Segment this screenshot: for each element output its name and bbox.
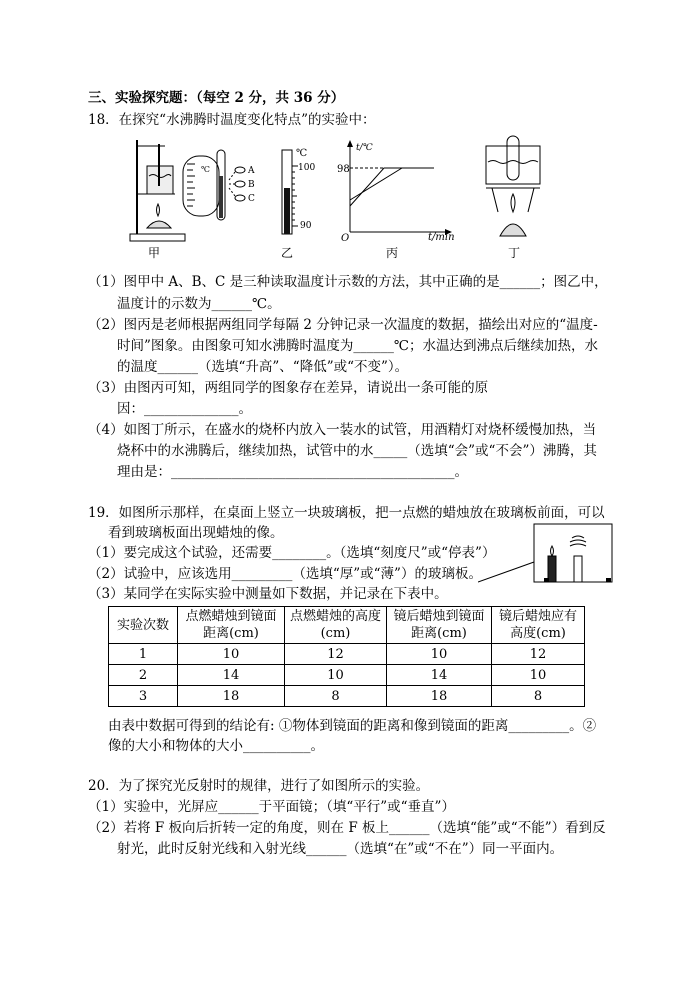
q20-p1: （1）实验中，光屏应______于平面镜；（填“平行”或“垂直”）	[88, 799, 455, 815]
figure-bing	[336, 138, 456, 242]
svg-text:℃: ℃	[201, 165, 210, 174]
q20-p2-line2: 射光，此时反射光线和入射光线______（选填“在”或“不在”）同一平面内。	[117, 841, 564, 857]
q18-p4-line2: 烧杯中的水沸腾后，继续加热，试管中的水_____（选填“会”或“不会”）沸腾，其	[117, 443, 597, 459]
label-A: A	[248, 166, 255, 176]
q18-p2-line1: （2）图丙是老师根据两组同学每隔 2 分钟记录一次温度的数据，描绘出对应的“温度-	[88, 317, 598, 333]
caption-bing: 丙	[386, 246, 399, 260]
q19-line1: 19．如图所示那样，在桌面上竖立一块玻璃板，把一点燃的蜡烛放在玻璃板前面，可以	[88, 505, 605, 521]
section-header	[88, 89, 344, 107]
table-cell: 14	[387, 665, 492, 686]
q18-p1-line2: 温度计的示数为______℃。	[117, 296, 281, 312]
label-origin: O	[341, 233, 350, 242]
q18-p4-line3: 理由是：__________________________________________。	[117, 464, 468, 480]
q18-p2-line2: 时间”图象。由图象可知水沸腾时温度为______℃；水温达到沸点后继续加热，水	[117, 338, 599, 354]
q19-data-table	[108, 606, 585, 707]
q19-conclusion-line1: 由表中数据可得到的结论有: ①物体到镜面的距离和像到镜面的距离_________。②	[108, 718, 597, 734]
table-cell: 12	[492, 644, 585, 665]
label-axis-x: t/min	[428, 232, 455, 243]
label-90: 90	[300, 221, 312, 231]
table-cell: 18	[387, 686, 492, 707]
table-header-candle-height: 点燃蜡烛的高度(cm)	[285, 607, 387, 644]
q18-p1-line1: （1）图甲中 A、B、C 是三种读取温度计示数的方法，其中正确的是______；图乙中，	[88, 274, 608, 290]
table-cell: 2	[109, 665, 178, 686]
table-cell: 10	[492, 665, 585, 686]
q19-line2: 看到玻璃板面出现蜡烛的像。	[108, 525, 284, 541]
table-header-image-distance: 镜后蜡烛到镜面距离(cm)	[387, 607, 492, 644]
q18-p4-line1: （4）如图丁所示，在盛水的烧杯内放入一装水的试管，用酒精灯对烧杯缓慢加热，当	[88, 422, 597, 438]
label-98: 98	[337, 164, 350, 175]
caption-yi: 乙	[281, 246, 294, 260]
table-cell: 12	[285, 644, 387, 665]
q19-conclusion-line2: 像的大小和物体的大小__________。	[108, 738, 324, 754]
figure-jia	[125, 136, 275, 248]
table-cell: 14	[178, 665, 285, 686]
table-cell: 8	[492, 686, 585, 707]
q18-p3-line2: 因：______________。	[117, 401, 252, 417]
q19-p3: （3）某同学在实际实验中测量如下数据，并记录在下表中。	[88, 586, 448, 602]
section-title: 三、实验探究题：	[88, 90, 196, 106]
table-cell: 10	[285, 665, 387, 686]
table-row	[109, 644, 585, 665]
table-cell: 8	[285, 686, 387, 707]
q19-p1: （1）要完成这个试验，还需要________。（选填“刻度尺”或“停表”）	[88, 545, 496, 561]
table-header-trial: 实验次数	[109, 607, 178, 644]
label-B: B	[248, 180, 255, 190]
table-row	[109, 665, 585, 686]
figure-candle-mirror	[478, 520, 628, 590]
q20-p2-line1: （2）若将 F 板向后折转一定的角度，则在 F 板上______（选填“能”或“不能”）看到反	[88, 820, 606, 836]
figure-yi	[270, 146, 320, 238]
q18-stem: 18．在探究“水沸腾时温度变化特点”的实验中：	[88, 112, 376, 128]
table-header-image-height: 镜后蜡烛应有高度(cm)	[492, 607, 585, 644]
table-cell: 1	[109, 644, 178, 665]
table-cell: 10	[387, 644, 492, 665]
label-celsius: ℃	[296, 148, 308, 159]
label-C: C	[248, 194, 255, 204]
caption-ding: 丁	[508, 246, 521, 260]
table-cell: 18	[178, 686, 285, 707]
q18-p2-line3: 的温度______（选填“升高”、“降低”或“不变”）。	[117, 359, 409, 375]
table-header-candle-distance: 点燃蜡烛到镜面距离(cm)	[178, 607, 285, 644]
q20-stem: 20．为了探究光反射时的规律，进行了如图所示的实验。	[88, 778, 430, 794]
table-cell: 10	[178, 644, 285, 665]
label-100: 100	[298, 163, 316, 173]
caption-jia: 甲	[148, 246, 161, 260]
table-cell: 3	[109, 686, 178, 707]
q18-p3-line1: （3）由图丙可知，两组同学的图象存在差异，请说出一条可能的原	[88, 380, 489, 396]
q19-p2: （2）试验中，应该选用_________（选填“厚”或“薄”）的玻璃板。	[88, 566, 482, 582]
figure-ding	[478, 132, 548, 242]
section-score: （每空 2 分，共 36 分）	[196, 90, 345, 106]
label-axis-y: t/℃	[356, 143, 373, 153]
table-row	[109, 686, 585, 707]
